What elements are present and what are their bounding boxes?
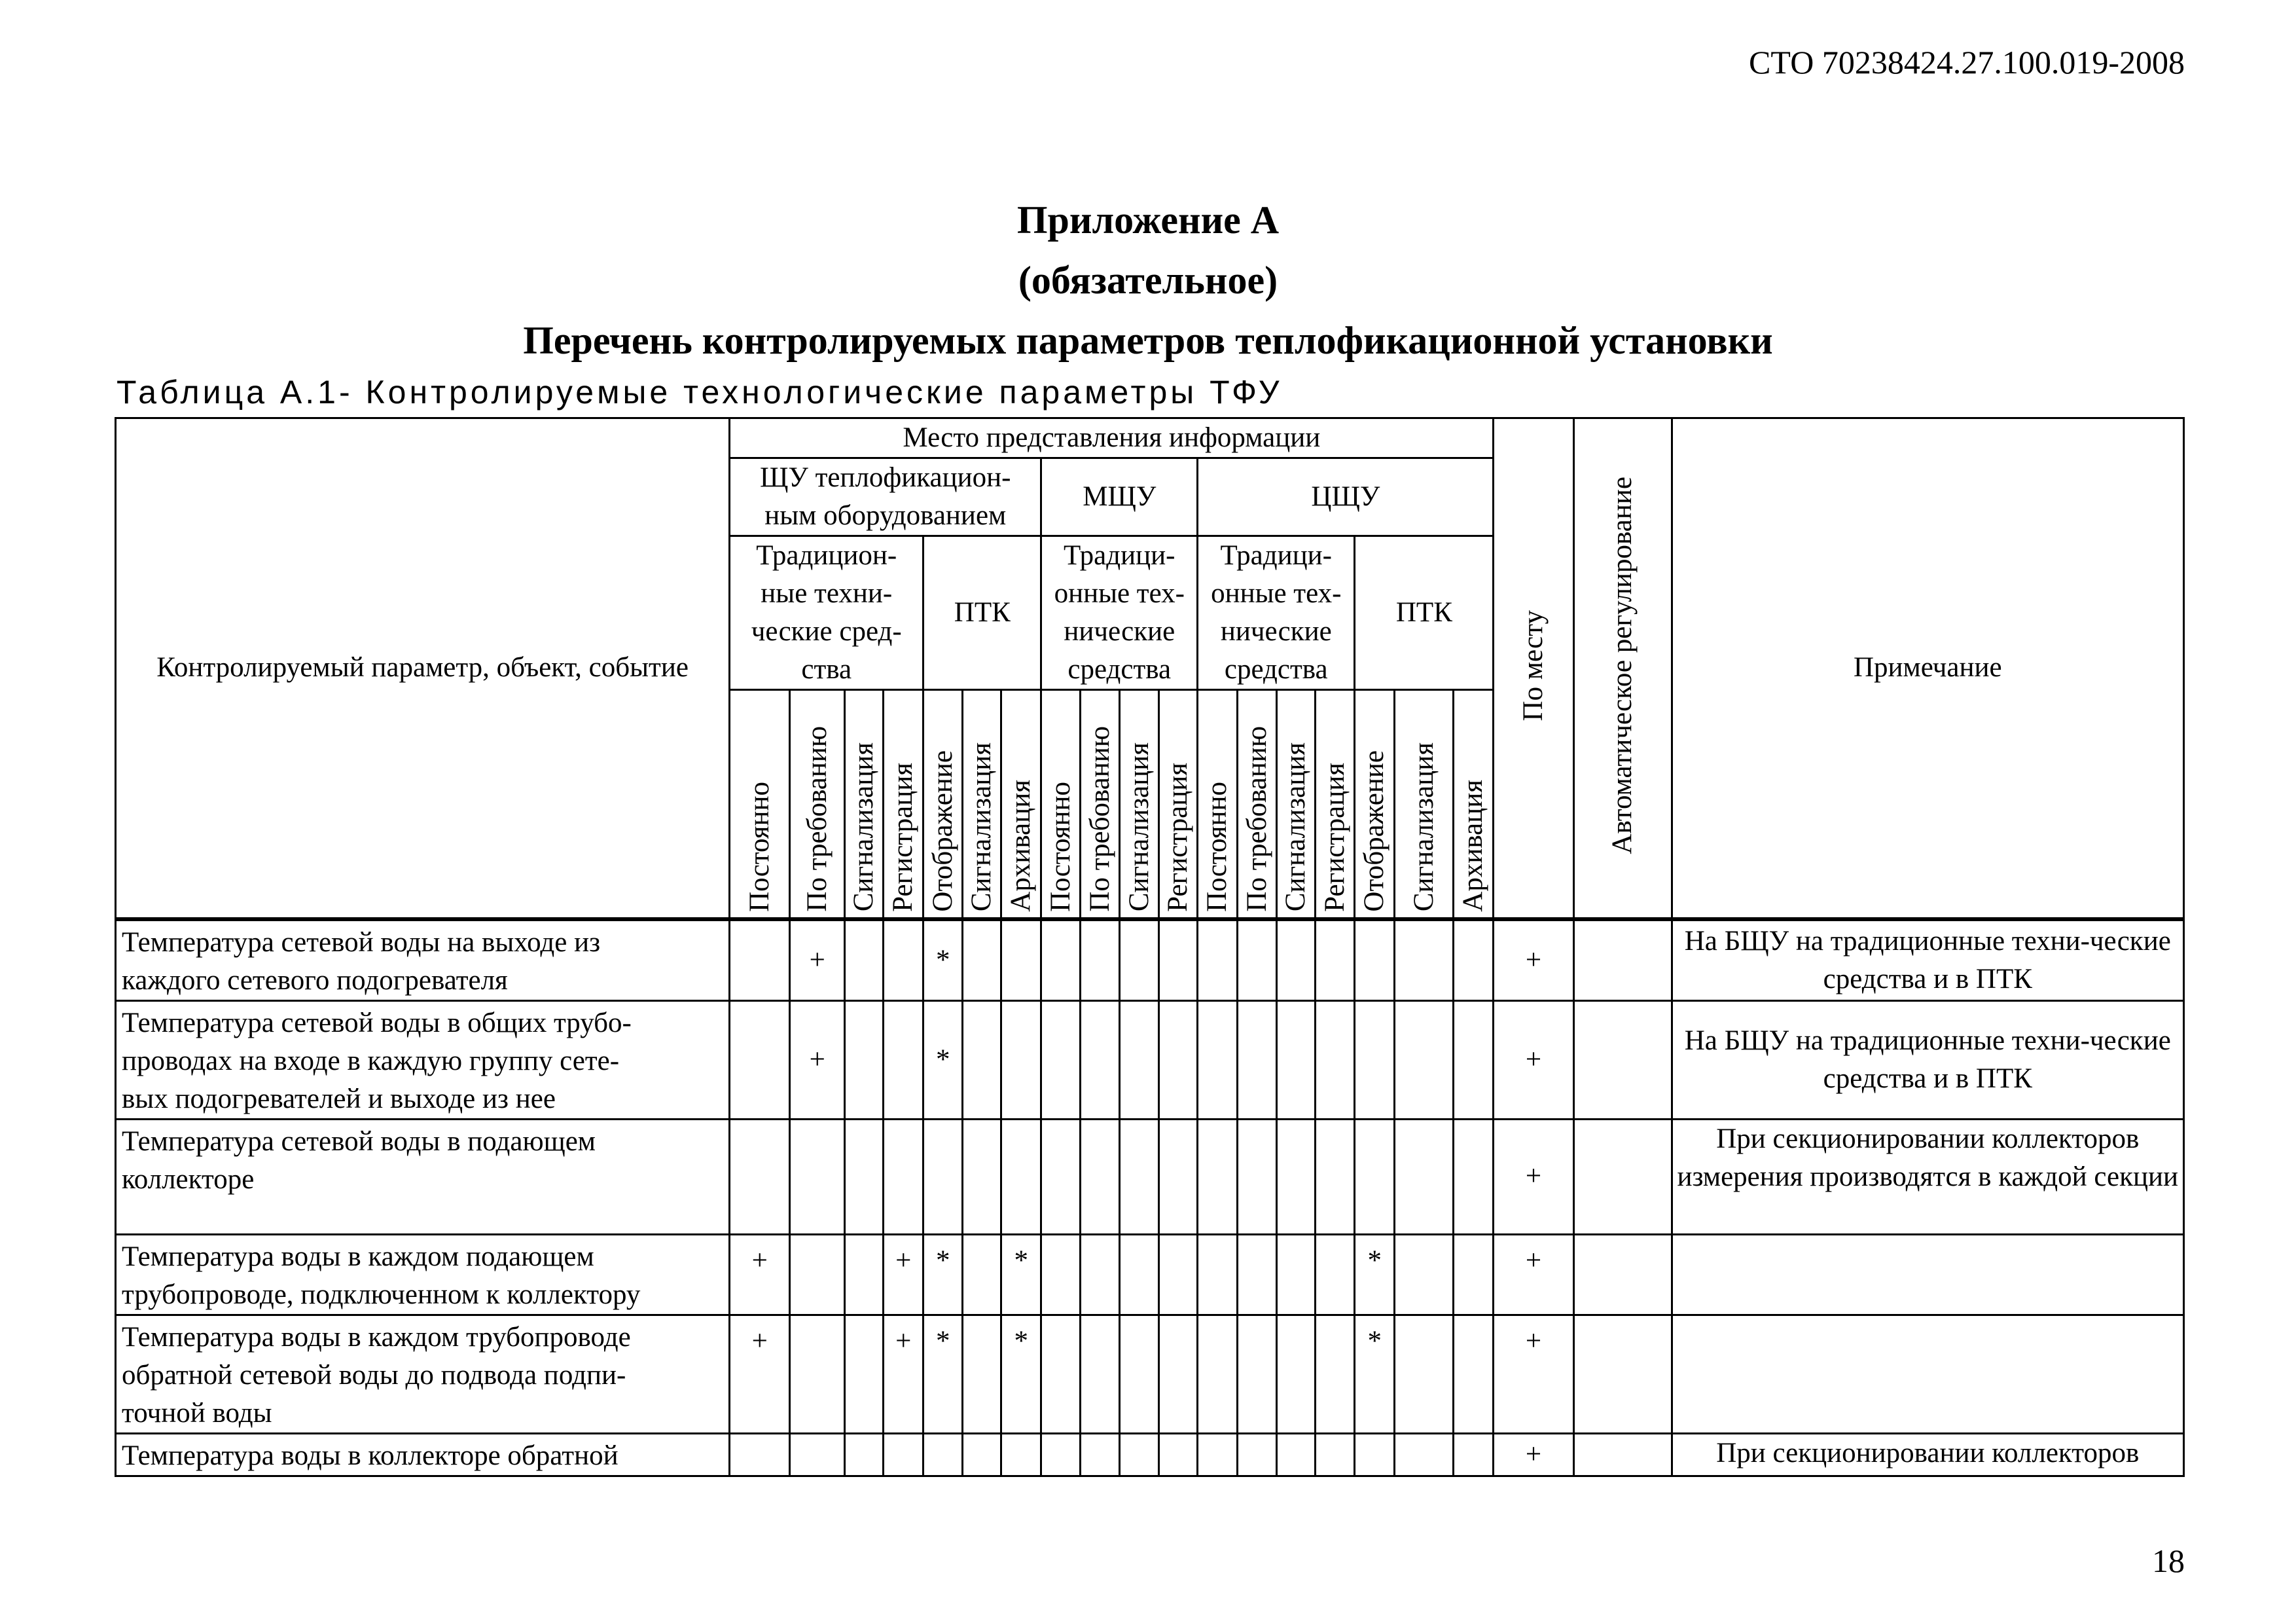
- row-auto: [1573, 1315, 1672, 1433]
- subheader-cell: Регистрация: [884, 690, 924, 919]
- header-note: Примечание: [1672, 418, 2183, 919]
- row-mark: [1316, 1000, 1355, 1119]
- row-mark: [1355, 919, 1395, 1001]
- row-mark: [963, 1000, 1001, 1119]
- row-mark: *: [924, 1000, 963, 1119]
- row-mark: [1001, 1000, 1041, 1119]
- row-note: На БЩУ на традиционные техни-ческие средства и в ПТК: [1672, 1000, 2183, 1119]
- row-mark: +: [790, 919, 845, 1001]
- row-mark: [1355, 1119, 1395, 1234]
- row-local: +: [1494, 1433, 1573, 1476]
- document-code: СТО 70238424.27.100.019-2008: [1749, 44, 2185, 81]
- parameters-table: [115, 417, 2185, 1477]
- row-mark: [1159, 1315, 1198, 1433]
- header-auto: Автоматическое регулирование: [1573, 418, 1672, 919]
- row-mark: [1395, 1119, 1454, 1234]
- subheader-cell: Сигнализация: [1395, 690, 1454, 919]
- row-mark: [963, 1433, 1001, 1476]
- row-local: +: [1494, 1119, 1573, 1234]
- row-mark: [1120, 1433, 1159, 1476]
- row-mark: [790, 1119, 845, 1234]
- row-mark: [924, 1119, 963, 1234]
- table-body: [116, 919, 2184, 1476]
- row-mark: [1120, 1119, 1159, 1234]
- row-mark: [1120, 1315, 1159, 1433]
- row-auto: [1573, 1000, 1672, 1119]
- row-mark: +: [730, 1315, 790, 1433]
- row-mark: [1355, 1433, 1395, 1476]
- row-mark: [1238, 1315, 1277, 1433]
- subheader-cell: Отображение: [924, 690, 963, 919]
- row-mark: [1198, 1234, 1238, 1315]
- row-mark: [1454, 1234, 1494, 1315]
- table-row: [116, 1433, 2184, 1476]
- row-mark: +: [730, 1234, 790, 1315]
- subheader-cell: По требованию: [1238, 690, 1277, 919]
- header-mshchu: МЩУ: [1041, 458, 1198, 536]
- subheader-cell: Сигнализация: [1120, 690, 1159, 919]
- parameters-table-wrap: [115, 417, 2185, 1471]
- row-mark: [1277, 1000, 1316, 1119]
- row-mark: [1120, 1000, 1159, 1119]
- row-mark: [1454, 919, 1494, 1001]
- header-tsshchu-trad: Традици-онные тех-нические средства: [1198, 536, 1355, 690]
- table-row: [116, 1000, 2184, 1119]
- row-mark: [1001, 1433, 1041, 1476]
- row-parameter: Температура воды в каждом подающем трубопроводе, подключенном к коллектору: [116, 1234, 730, 1315]
- row-mark: [884, 1000, 924, 1119]
- row-mark: *: [924, 1234, 963, 1315]
- row-auto: [1573, 1433, 1672, 1476]
- row-mark: [1277, 1315, 1316, 1433]
- row-mark: [730, 919, 790, 1001]
- row-mark: [1120, 1234, 1159, 1315]
- row-mark: +: [884, 1234, 924, 1315]
- row-mark: [1238, 1000, 1277, 1119]
- row-mark: [1454, 1433, 1494, 1476]
- header-tsshchu: ЦЩУ: [1198, 458, 1494, 536]
- row-parameter: Температура сетевой воды в подающем коллекторе: [116, 1119, 730, 1234]
- header-local: По месту: [1494, 418, 1573, 919]
- row-mark: [845, 1000, 884, 1119]
- row-mark: +: [884, 1315, 924, 1433]
- row-note: [1672, 1315, 2183, 1433]
- row-mark: *: [924, 1315, 963, 1433]
- row-mark: [1395, 919, 1454, 1001]
- row-mark: [1454, 1000, 1494, 1119]
- row-mark: [1454, 1119, 1494, 1234]
- table-caption: Таблица А.1- Контролируемые технологические параметры ТФУ: [117, 374, 1283, 410]
- row-mark: [1041, 1315, 1081, 1433]
- row-mark: [1081, 1234, 1120, 1315]
- row-mark: [963, 1234, 1001, 1315]
- row-mark: [963, 919, 1001, 1001]
- subheader-cell: Постоянно: [1041, 690, 1081, 919]
- row-mark: [1277, 1433, 1316, 1476]
- row-local: +: [1494, 1234, 1573, 1315]
- row-mark: [790, 1315, 845, 1433]
- row-mark: [963, 1315, 1001, 1433]
- row-mark: *: [924, 919, 963, 1001]
- row-mark: [1277, 1234, 1316, 1315]
- row-mark: [1198, 1000, 1238, 1119]
- row-mark: *: [1001, 1234, 1041, 1315]
- row-mark: [1159, 1234, 1198, 1315]
- subheader-cell: По требованию: [1081, 690, 1120, 919]
- row-auto: [1573, 1119, 1672, 1234]
- row-note: [1672, 1234, 2183, 1315]
- row-mark: [1159, 1119, 1198, 1234]
- row-mark: [845, 1433, 884, 1476]
- row-mark: [1454, 1315, 1494, 1433]
- subheader-cell: Архивация: [1454, 690, 1494, 919]
- row-mark: [963, 1119, 1001, 1234]
- row-mark: [845, 1315, 884, 1433]
- row-mark: [1081, 1315, 1120, 1433]
- row-parameter: Температура сетевой воды на выходе из каждого сетевого подогревателя: [116, 919, 730, 1001]
- appendix-heading: [0, 190, 2296, 371]
- row-note: При секционировании коллекторов измерения производятся в каждой секции: [1672, 1119, 2183, 1234]
- row-mark: [1238, 1433, 1277, 1476]
- table-row: [116, 1234, 2184, 1315]
- row-mark: [1041, 1433, 1081, 1476]
- row-mark: [845, 1119, 884, 1234]
- row-mark: *: [1355, 1315, 1395, 1433]
- row-mark: [1395, 1234, 1454, 1315]
- row-mark: [884, 919, 924, 1001]
- row-mark: [1395, 1000, 1454, 1119]
- row-mark: +: [790, 1000, 845, 1119]
- row-mark: [1355, 1000, 1395, 1119]
- row-mark: [1041, 1119, 1081, 1234]
- row-mark: [845, 919, 884, 1001]
- subheader-cell: Сигнализация: [845, 690, 884, 919]
- row-mark: *: [1355, 1234, 1395, 1315]
- row-parameter: Температура воды в коллекторе обратной: [116, 1433, 730, 1476]
- row-mark: [1001, 1119, 1041, 1234]
- row-mark: [730, 1000, 790, 1119]
- row-mark: [1238, 919, 1277, 1001]
- header-param: Контролируемый параметр, объект, событие: [116, 418, 730, 919]
- page-number: 18: [2152, 1542, 2185, 1579]
- row-auto: [1573, 1234, 1672, 1315]
- row-mark: [730, 1433, 790, 1476]
- row-mark: [1277, 919, 1316, 1001]
- row-mark: [1081, 1119, 1120, 1234]
- row-parameter: Температура сетевой воды в общих трубо- проводах на входе в каждую группу сете- вых подогревателей и выходе из нее: [116, 1000, 730, 1119]
- table-row: [116, 1315, 2184, 1433]
- row-local: +: [1494, 1315, 1573, 1433]
- row-mark: [1198, 1315, 1238, 1433]
- row-parameter: Температура воды в каждом трубопроводе обратной сетевой воды до подвода подпи- точной воды: [116, 1315, 730, 1433]
- appendix-title: Приложение А: [1016, 198, 1280, 242]
- subheader-cell: Регистрация: [1159, 690, 1198, 919]
- row-mark: [1159, 1433, 1198, 1476]
- row-note: При секционировании коллекторов: [1672, 1433, 2183, 1476]
- header-shchu-ptk: ПТК: [924, 536, 1041, 690]
- row-mark: [1198, 919, 1238, 1001]
- subheader-cell: Постоянно: [1198, 690, 1238, 919]
- row-mark: [1159, 919, 1198, 1001]
- row-mark: [1198, 1433, 1238, 1476]
- header-tsshchu-ptk: ПТК: [1355, 536, 1494, 690]
- row-mark: [1316, 1234, 1355, 1315]
- subheader-cell: Архивация: [1001, 690, 1041, 919]
- row-mark: [1395, 1433, 1454, 1476]
- row-mark: [790, 1433, 845, 1476]
- table-row: [116, 919, 2184, 1001]
- row-mark: [1081, 919, 1120, 1001]
- row-mark: [1238, 1234, 1277, 1315]
- row-local: +: [1494, 919, 1573, 1001]
- row-mark: [1395, 1315, 1454, 1433]
- row-mark: [924, 1433, 963, 1476]
- row-auto: [1573, 919, 1672, 1001]
- row-mark: [845, 1234, 884, 1315]
- row-note: На БЩУ на традиционные техни-ческие средства и в ПТК: [1672, 919, 2183, 1001]
- row-mark: *: [1001, 1315, 1041, 1433]
- subheader-cell: Сигнализация: [1277, 690, 1316, 919]
- subheader-cell: Регистрация: [1316, 690, 1355, 919]
- subheader-cell: Сигнализация: [963, 690, 1001, 919]
- row-mark: [1198, 1119, 1238, 1234]
- header-shchu: ЩУ теплофикацион-ным оборудованием: [730, 458, 1041, 536]
- row-mark: [1120, 919, 1159, 1001]
- appendix-type: (обязательное): [1018, 259, 1278, 302]
- row-mark: [1159, 1000, 1198, 1119]
- row-mark: [1081, 1000, 1120, 1119]
- appendix-subject: Перечень контролируемых параметров теплофикационной установки: [523, 319, 1773, 362]
- row-mark: [1316, 1119, 1355, 1234]
- row-mark: [1316, 1433, 1355, 1476]
- row-mark: [1316, 919, 1355, 1001]
- row-mark: [730, 1119, 790, 1234]
- row-local: +: [1494, 1000, 1573, 1119]
- subheader-cell: Отображение: [1355, 690, 1395, 919]
- row-mark: [1277, 1119, 1316, 1234]
- row-mark: [1041, 919, 1081, 1001]
- row-mark: [1081, 1433, 1120, 1476]
- header-place: Место представления информации: [730, 418, 1494, 458]
- header-shchu-trad: Традицион-ные техни-ческие сред-ства: [730, 536, 924, 690]
- header-mshchu-trad: Традици-онные тех-нические средства: [1041, 536, 1198, 690]
- row-mark: [1238, 1119, 1277, 1234]
- row-mark: [790, 1234, 845, 1315]
- row-mark: [1316, 1315, 1355, 1433]
- row-mark: [1041, 1000, 1081, 1119]
- row-mark: [1041, 1234, 1081, 1315]
- subheader-cell: Постоянно: [730, 690, 790, 919]
- row-mark: [884, 1119, 924, 1234]
- row-mark: [884, 1433, 924, 1476]
- row-mark: [1001, 919, 1041, 1001]
- table-row: [116, 1119, 2184, 1234]
- subheader-cell: По требованию: [790, 690, 845, 919]
